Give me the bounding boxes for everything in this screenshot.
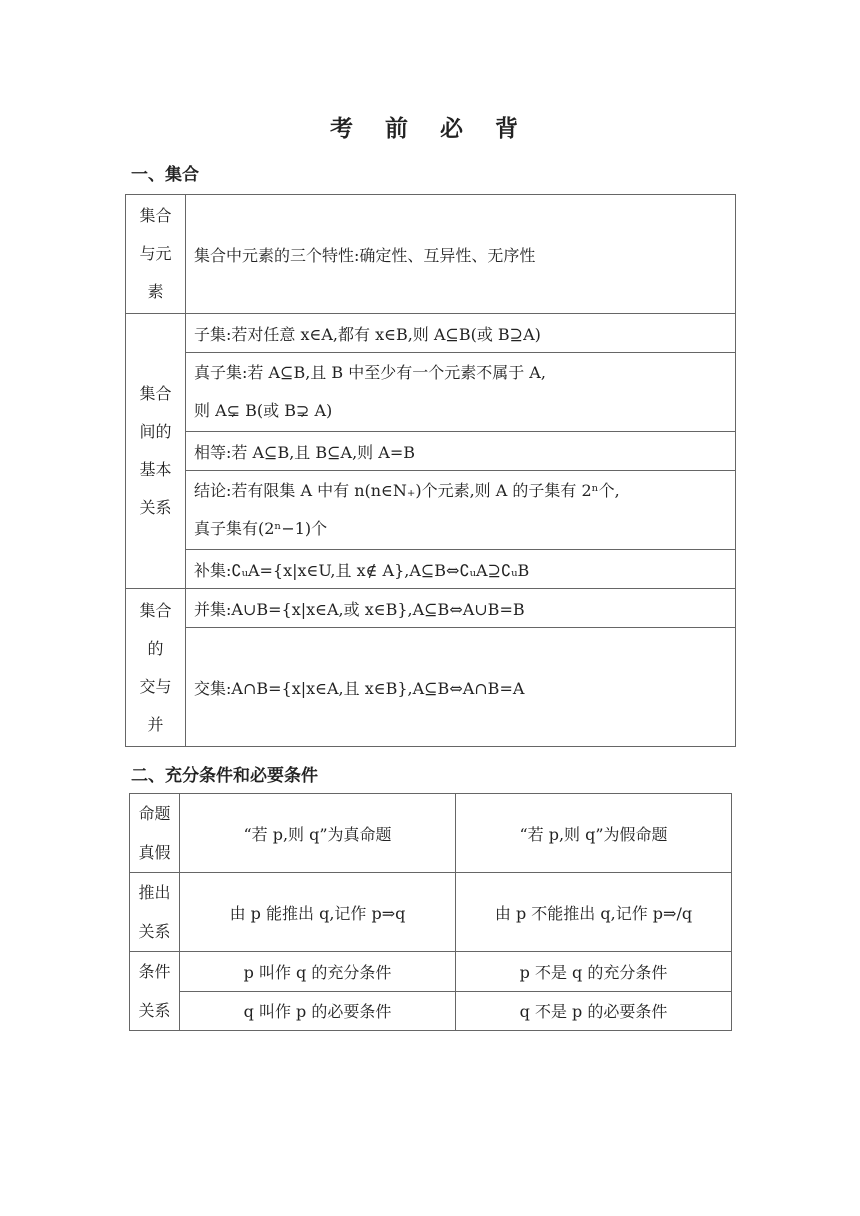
table-cell: 集合中元素的三个特性:确定性、互异性、无序性: [186, 195, 736, 314]
table-row: [126, 471, 736, 550]
group-label: 集合 间的 基本 关系: [126, 314, 186, 589]
table-row: [126, 432, 736, 471]
table-row: [126, 353, 736, 432]
table-cell: 并集:A∪B={x|x∈A,或 x∈B},A⊆B⇔A∪B=B: [186, 589, 736, 628]
page-title: 考 前 必 背: [329, 116, 531, 142]
row-label: 命题 真假: [130, 794, 180, 873]
conditions-table: [129, 793, 732, 1031]
table-row: [126, 589, 736, 628]
group-label: 集合 与元 素: [126, 195, 186, 314]
section-heading-conditions: 二、充分条件和必要条件: [131, 766, 318, 786]
row-label: 推出 关系: [130, 873, 180, 952]
table-row: [130, 991, 732, 1031]
table-row: [126, 550, 736, 589]
table-cell: 结论:若有限集 A 中有 n(n∈N₊)个元素,则 A 的子集有 2ⁿ个, 真子集有(2ⁿ−1)个: [186, 471, 736, 550]
section-heading-sets: 一、集合: [131, 165, 199, 185]
table-cell: q 叫作 p 的必要条件: [180, 991, 456, 1031]
table-cell: 由 p 能推出 q,记作 p⇒q: [180, 873, 456, 952]
table-row: [126, 195, 736, 314]
table-cell: 子集:若对任意 x∈A,都有 x∈B,则 A⊆B(或 B⊇A): [186, 314, 736, 353]
table-cell: q 不是 p 的必要条件: [456, 991, 732, 1031]
table-cell: “若 p,则 q”为假命题: [456, 794, 732, 873]
table-cell: “若 p,则 q”为真命题: [180, 794, 456, 873]
table-row: [130, 794, 732, 873]
row-label: 条件 关系: [130, 952, 180, 1031]
table-row: [130, 873, 732, 952]
table-cell: 由 p 不能推出 q,记作 p⇒/q: [456, 873, 732, 952]
table-cell: 相等:若 A⊆B,且 B⊆A,则 A=B: [186, 432, 736, 471]
table-cell: 真子集:若 A⊆B,且 B 中至少有一个元素不属于 A, 则 A⊊ B(或 B⊋ A): [186, 353, 736, 432]
table-row: [130, 952, 732, 992]
table-cell: 交集:A∩B={x|x∈A,且 x∈B},A⊆B⇔A∩B=A: [186, 628, 736, 747]
table-row: [126, 628, 736, 747]
group-label: 集合 的 交与 并: [126, 589, 186, 747]
table-cell: p 不是 q 的充分条件: [456, 952, 732, 992]
table-cell: 补集:∁ᵤA={x|x∈U,且 x∉ A},A⊆B⇔∁ᵤA⊇∁ᵤB: [186, 550, 736, 589]
sets-table: [125, 194, 736, 747]
table-row: [126, 314, 736, 353]
table-cell: p 叫作 q 的充分条件: [180, 952, 456, 992]
